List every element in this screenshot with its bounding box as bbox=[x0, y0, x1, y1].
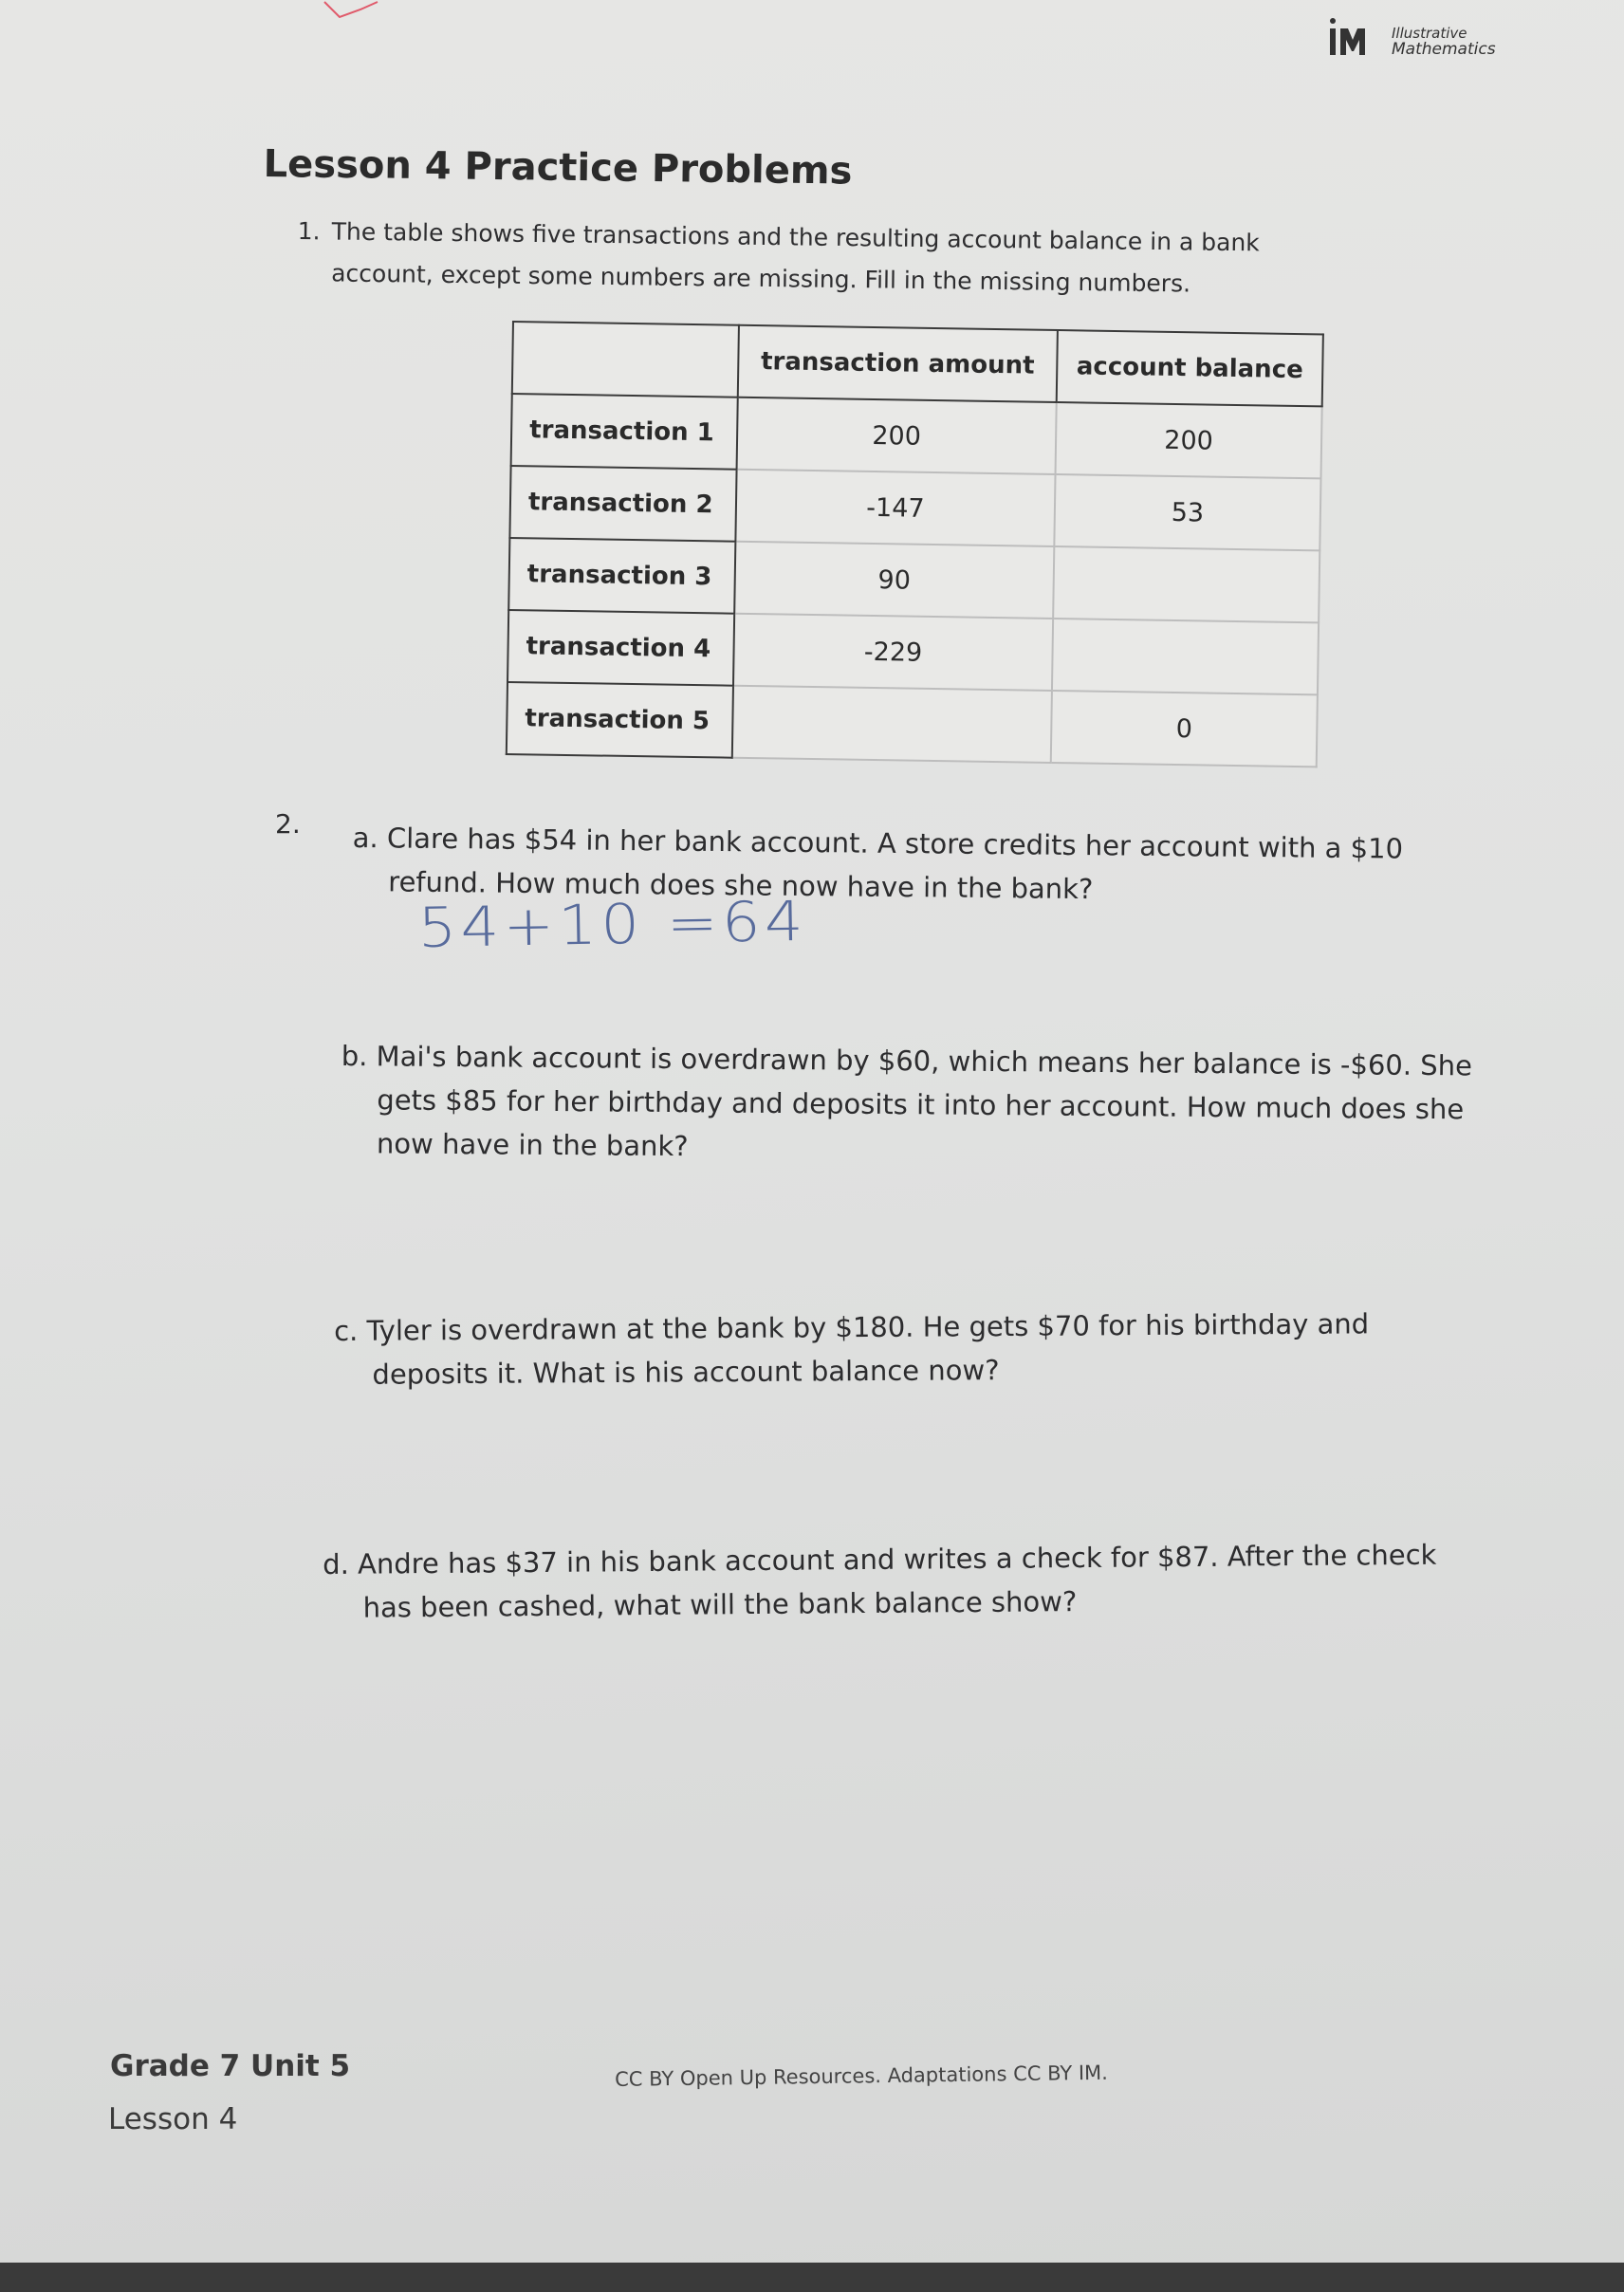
problem-2c bbox=[334, 1302, 1370, 1396]
table-row bbox=[511, 394, 1322, 478]
amount-cell[interactable]: -147 bbox=[735, 470, 1055, 546]
problem-2b-line1: b. Mai's bank account is overdrawn by $60, which means her balance is -$60. She bbox=[341, 1039, 1473, 1082]
table-row bbox=[507, 682, 1318, 767]
page-title: Lesson 4 Practice Problems bbox=[263, 142, 853, 194]
footer-lesson: Lesson 4 bbox=[108, 2102, 238, 2136]
table-header-balance: account balance bbox=[1057, 330, 1323, 406]
amount-cell[interactable]: 200 bbox=[737, 397, 1057, 474]
problem-2a-line1: a. Clare has $54 in her bank account. A store credits her account with a $10 bbox=[352, 821, 1404, 865]
problem-2b bbox=[341, 1034, 1472, 1174]
balance-cell[interactable]: 200 bbox=[1056, 402, 1322, 478]
problem-2b-line2: gets $85 for her birthday and deposits it into her account. How much does she bbox=[377, 1083, 1465, 1126]
amount-cell[interactable]: -229 bbox=[733, 614, 1053, 691]
table-header-row bbox=[512, 322, 1323, 406]
problem-2d bbox=[323, 1533, 1437, 1630]
problem-2a-line2: refund. How much does she now have in the bank? bbox=[388, 865, 1094, 906]
row-label: transaction 3 bbox=[508, 538, 735, 614]
table-row bbox=[508, 538, 1320, 622]
balance-cell[interactable]: 0 bbox=[1051, 691, 1318, 767]
logo-line1: Illustrative bbox=[1392, 25, 1467, 42]
row-label: transaction 1 bbox=[511, 394, 738, 470]
row-label: transaction 2 bbox=[509, 466, 736, 542]
transactions-table bbox=[506, 321, 1324, 767]
footer-grade: Grade 7 Unit 5 bbox=[110, 2049, 351, 2083]
table-header-amount: transaction amount bbox=[738, 325, 1058, 402]
problem-2-number: 2. bbox=[275, 808, 301, 840]
red-pen-mark bbox=[323, 0, 379, 25]
problem-1-line2: account, except some numbers are missing. Fill in the missing numbers. bbox=[331, 259, 1191, 298]
table-row bbox=[509, 466, 1320, 550]
problem-2d-line1: d. Andre has $37 in his bank account and writes a check for $87. After the check bbox=[323, 1538, 1437, 1580]
problem-1-line1: The table shows five transactions and the resulting account balance in a bank bbox=[331, 217, 1260, 257]
table-row bbox=[508, 610, 1319, 694]
problem-2b-line3: now have in the bank? bbox=[376, 1127, 689, 1163]
illustrative-mathematics-logo bbox=[1321, 13, 1496, 70]
problem-2c-line1: c. Tyler is overdrawn at the bank by $180. He gets $70 for his birthday and bbox=[334, 1307, 1370, 1347]
amount-cell[interactable]: 90 bbox=[734, 542, 1054, 619]
balance-cell-blank[interactable] bbox=[1053, 546, 1320, 622]
problem-1-text bbox=[297, 211, 1398, 307]
logo-text bbox=[1392, 26, 1496, 58]
page-bottom-edge bbox=[0, 2263, 1624, 2292]
row-label: transaction 5 bbox=[507, 682, 733, 758]
table-header-corner bbox=[512, 322, 739, 397]
problem-2c-line2: deposits it. What is his account balance now? bbox=[372, 1354, 1000, 1391]
problem-2d-line2: has been cashed, what will the bank balance show? bbox=[362, 1585, 1078, 1624]
balance-cell[interactable]: 53 bbox=[1054, 474, 1320, 550]
logo-line2: Mathematics bbox=[1392, 40, 1496, 59]
row-label: transaction 4 bbox=[508, 610, 734, 686]
footer-license: CC BY Open Up Resources. Adaptations CC BY IM. bbox=[615, 2061, 1109, 2091]
amount-cell-blank[interactable] bbox=[732, 686, 1052, 763]
handwritten-answer-2a: 54+10 =64 bbox=[417, 888, 808, 960]
im-logo-icon bbox=[1321, 13, 1388, 70]
problem-1-number: 1. bbox=[297, 216, 321, 246]
balance-cell-blank[interactable] bbox=[1052, 619, 1319, 694]
transactions-table-wrapper bbox=[506, 321, 1324, 767]
